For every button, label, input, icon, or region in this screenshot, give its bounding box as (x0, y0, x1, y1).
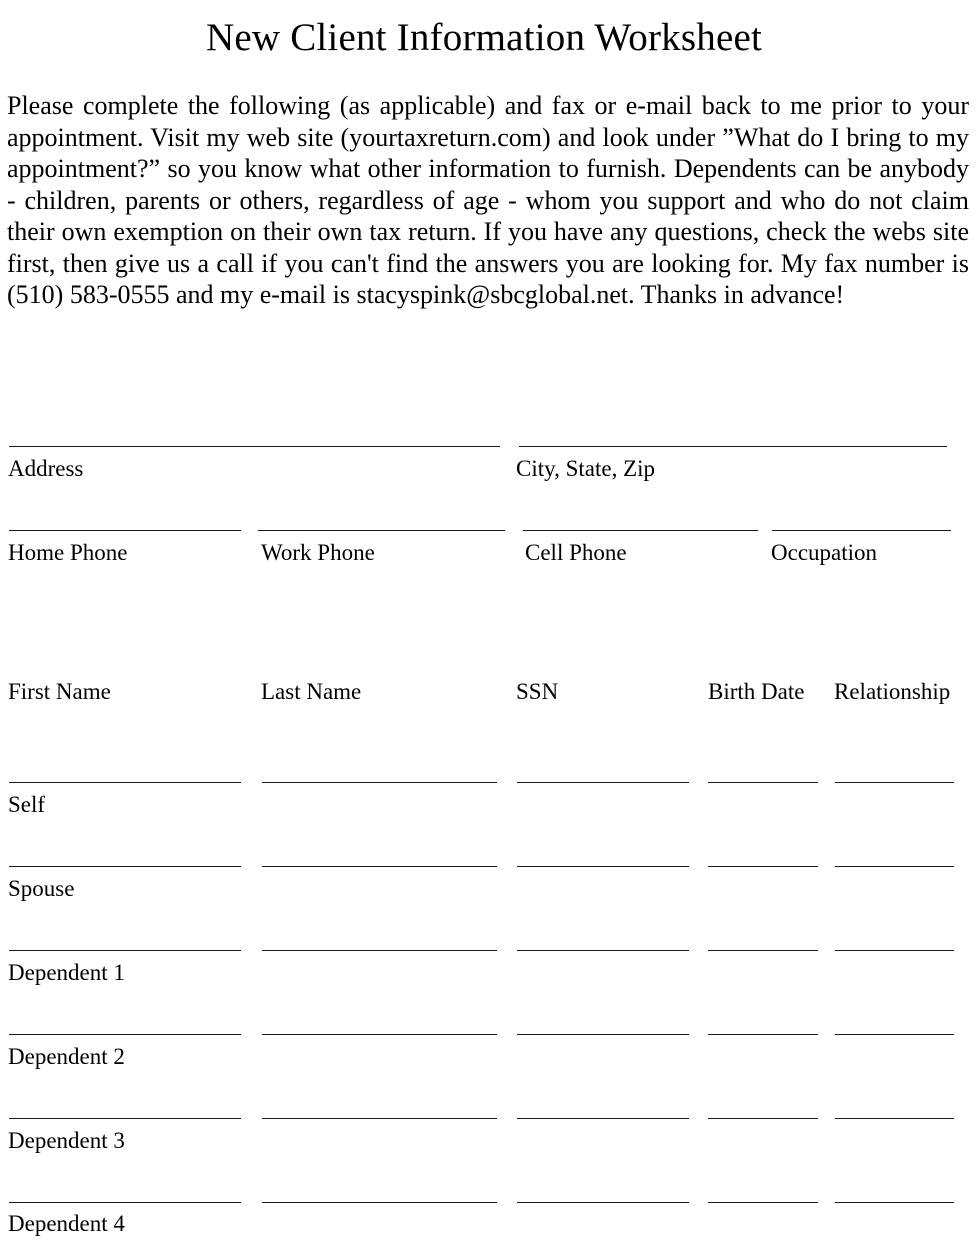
self-birth-date-field[interactable] (708, 782, 818, 783)
dependent-2-birth-date-field[interactable] (708, 1034, 818, 1035)
cell-phone-field[interactable] (523, 530, 758, 531)
spouse-relationship-field[interactable] (835, 866, 954, 867)
spouse-last-name-field[interactable] (262, 866, 497, 867)
city-state-zip-field[interactable] (519, 446, 947, 447)
self-last-name-field[interactable] (262, 782, 497, 783)
spouse-first-name-field[interactable] (9, 866, 241, 867)
dependent-3-relationship-field[interactable] (835, 1118, 954, 1119)
header-ssn: SSN (516, 679, 559, 704)
spouse-birth-date-field[interactable] (708, 866, 818, 867)
self-ssn-field[interactable] (517, 782, 689, 783)
header-relationship: Relationship (834, 679, 951, 704)
row-label-dependent-4: Dependent 4 (8, 1211, 125, 1236)
work-phone-field[interactable] (258, 530, 505, 531)
home-phone-field[interactable] (9, 530, 241, 531)
occupation-field[interactable] (772, 530, 951, 531)
header-last-name: Last Name (261, 679, 362, 704)
address-field[interactable] (9, 446, 500, 447)
dependent-2-last-name-field[interactable] (262, 1034, 497, 1035)
dependent-4-ssn-field[interactable] (517, 1202, 689, 1203)
dependent-1-birth-date-field[interactable] (708, 950, 818, 951)
row-label-dependent-2: Dependent 2 (8, 1044, 125, 1069)
occupation-label: Occupation (771, 540, 878, 565)
header-first-name: First Name (8, 679, 111, 704)
dependent-1-ssn-field[interactable] (517, 950, 689, 951)
row-label-dependent-1: Dependent 1 (8, 960, 125, 985)
dependent-1-first-name-field[interactable] (9, 950, 241, 951)
dependent-3-last-name-field[interactable] (262, 1118, 497, 1119)
page-title: New Client Information Worksheet (206, 16, 762, 59)
self-relationship-field[interactable] (835, 782, 954, 783)
dependent-4-relationship-field[interactable] (835, 1202, 954, 1203)
work-phone-label: Work Phone (261, 540, 375, 565)
row-label-self: Self (8, 792, 46, 817)
dependent-4-last-name-field[interactable] (262, 1202, 497, 1203)
dependent-3-first-name-field[interactable] (9, 1118, 241, 1119)
address-label: Address (8, 456, 84, 481)
dependent-2-relationship-field[interactable] (835, 1034, 954, 1035)
row-label-spouse: Spouse (8, 876, 75, 901)
cell-phone-label: Cell Phone (525, 540, 627, 565)
dependent-1-relationship-field[interactable] (835, 950, 954, 951)
dependent-4-first-name-field[interactable] (9, 1202, 241, 1203)
dependent-2-ssn-field[interactable] (517, 1034, 689, 1035)
dependent-1-last-name-field[interactable] (262, 950, 497, 951)
instructions-paragraph: Please complete the following (as applicable) and fax or e-mail back to me prior to your appointment. Visit my web site (yourtaxreturn.com) and look under ”What do I bring to my appointment?” so you know what other information to furnish. Dependents can be anybody - children, parents or others, regardless of age - whom you support and who do not claim their own exemption on their own tax return. If you have any questions, check the webs site first, then give us a call if you can't find the answers you are looking for. My fax number is (510) 583-0555 and my e-mail is stacyspink@sbcglobal.net. Thanks in advance! (7, 91, 969, 309)
spouse-ssn-field[interactable] (517, 866, 689, 867)
home-phone-label: Home Phone (8, 540, 128, 565)
header-birth-date: Birth Date (708, 679, 805, 704)
self-first-name-field[interactable] (9, 782, 241, 783)
dependent-3-ssn-field[interactable] (517, 1118, 689, 1119)
dependent-2-first-name-field[interactable] (9, 1034, 241, 1035)
dependent-4-birth-date-field[interactable] (708, 1202, 818, 1203)
city-state-zip-label: City, State, Zip (516, 456, 656, 481)
dependent-3-birth-date-field[interactable] (708, 1118, 818, 1119)
row-label-dependent-3: Dependent 3 (8, 1128, 125, 1153)
